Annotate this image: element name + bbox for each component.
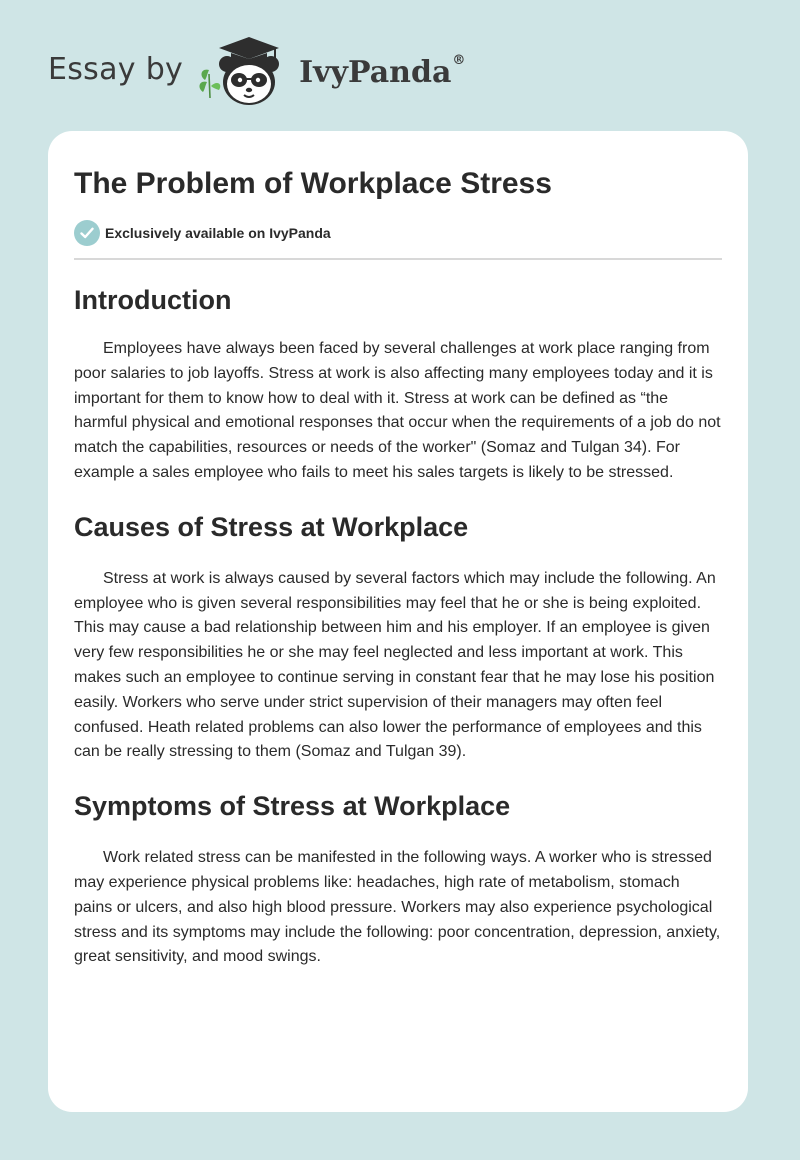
section-symptoms [74, 789, 722, 970]
check-circle-icon [74, 220, 100, 246]
essay-title: The Problem of Workplace Stress [74, 167, 552, 200]
essay-card [48, 131, 748, 1112]
section-paragraph: Work related stress can be manifested in the following ways. A worker who is stressed may experience physical problems like: headaches, high rate of metabolism, stomach pains or ulcers, and also high blood pressure. Workers may also experience psychological stress and its symptoms may include the following: poor concentration, depression, anxiety, great sensitivity, and mood swings. [74, 849, 721, 966]
section-paragraph: Stress at work is always caused by several factors which may include the following. An employee who is given several responsibilities may feel that he or she is being exploited. This may cause a bad relationship between him and his employer. If an employee is given very few responsibilities he or she may feel neglected and less important at work. This makes such an employee to continue serving in constant fear that he may lose his position easily. Workers who serve under strict supervision of their managers may often feel confused. Heath related problems can also lower the performance of employees and this can be really stressing to them (Somaz and Tulgan 39). [74, 569, 716, 761]
brand-header [48, 36, 465, 106]
panda-graduate-icon[interactable] [197, 34, 297, 108]
section-causes [74, 510, 722, 765]
exclusive-badge [74, 220, 722, 246]
section-introduction [74, 283, 722, 486]
title-divider [74, 258, 722, 260]
brand-prefix: Essay by [48, 51, 184, 87]
exclusive-badge-text: Exclusively available on IvyPanda [105, 225, 331, 241]
section-heading: Introduction [74, 285, 232, 315]
trademark-symbol: ® [452, 52, 466, 68]
section-heading: Symptoms of Stress at Workplace [74, 791, 511, 822]
brand-name[interactable]: IvyPanda® [299, 52, 466, 90]
section-paragraph: Employees have always been faced by several challenges at work place ranging from poor salaries to job layoffs. Stress at work is also affecting many employees today and it is important for them to know how to deal with it. Stress at work can be defined as “the harmful physical and emotional responses that occur when the requirements of a job do not match the capabilities, resources or needs of the worker" (Somaz and Tulgan 34). For example a sales employee who fails to meet his sales targets is likely to be stressed. [74, 340, 721, 481]
section-heading: Causes of Stress at Workplace [74, 511, 469, 542]
